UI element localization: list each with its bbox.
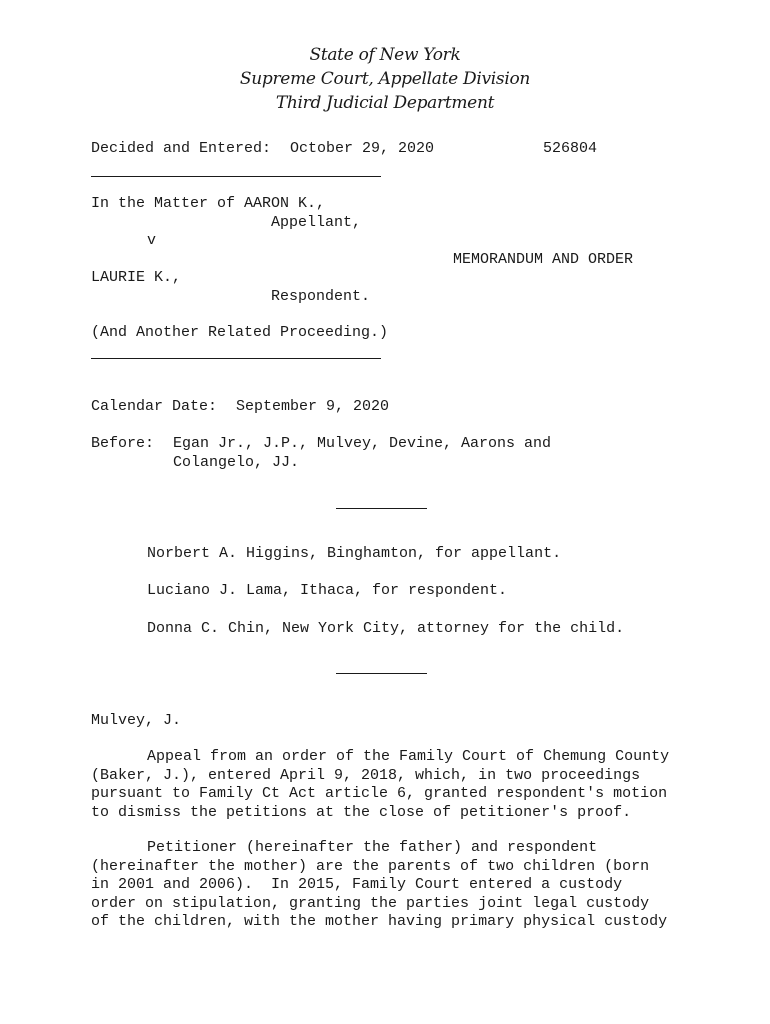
paragraph-line: to dismiss the petitions at the close of petitioner's proof. — [91, 804, 632, 821]
related-proceeding: (And Another Related Proceeding.) — [91, 324, 389, 341]
paragraph-line: in 2001 and 2006). In 2015, Family Court entered a custody — [91, 876, 623, 893]
paragraph-line: (Baker, J.), entered April 9, 2018, which, in two proceedings — [91, 767, 641, 784]
caption-top-rule — [91, 176, 381, 177]
department-heading: Third Judicial Department — [275, 93, 495, 113]
docket-number: 526804 — [543, 140, 598, 157]
calendar-label: Calendar Date: — [91, 398, 218, 415]
calendar-date: September 9, 2020 — [236, 398, 390, 415]
section-separator — [336, 673, 427, 674]
counsel-child: Donna C. Chin, New York City, attorney for the child. — [147, 620, 625, 637]
order-type: MEMORANDUM AND ORDER — [453, 251, 634, 268]
counsel-appellant: Norbert A. Higgins, Binghamton, for appellant. — [147, 545, 562, 562]
caption-respondent-name: LAURIE K., — [91, 269, 182, 286]
decided-date: October 29, 2020 — [290, 140, 435, 157]
counsel-respondent: Luciano J. Lama, Ithaca, for respondent. — [147, 582, 508, 599]
caption-matter: In the Matter of AARON K., — [91, 195, 326, 212]
paragraph-line: (hereinafter the mother) are the parents of two children (born — [91, 858, 650, 875]
paragraph-line: order on stipulation, granting the parties joint legal custody — [91, 895, 650, 912]
before-judges-line2: Colangelo, JJ. — [173, 454, 300, 471]
paragraph-line: pursuant to Family Ct Act article 6, granted respondent's motion — [91, 785, 668, 802]
caption-versus: v — [147, 232, 157, 249]
decided-label: Decided and Entered: — [91, 140, 272, 157]
paragraph-line: of the children, with the mother having primary physical custody — [91, 913, 668, 930]
opinion-author: Mulvey, J. — [91, 712, 182, 729]
caption-appellant-role: Appellant, — [271, 214, 362, 231]
court-heading: Supreme Court, Appellate Division — [239, 69, 531, 89]
before-label: Before: — [91, 435, 155, 452]
caption-respondent-role: Respondent. — [271, 288, 371, 305]
caption-bottom-rule — [91, 358, 381, 359]
paragraph-line: Petitioner (hereinafter the father) and respondent — [147, 839, 598, 856]
before-judges-line1: Egan Jr., J.P., Mulvey, Devine, Aarons and — [173, 435, 552, 452]
state-heading: State of New York — [309, 45, 461, 65]
paragraph-line: Appeal from an order of the Family Court of Chemung County — [147, 748, 670, 765]
section-separator — [336, 508, 427, 509]
